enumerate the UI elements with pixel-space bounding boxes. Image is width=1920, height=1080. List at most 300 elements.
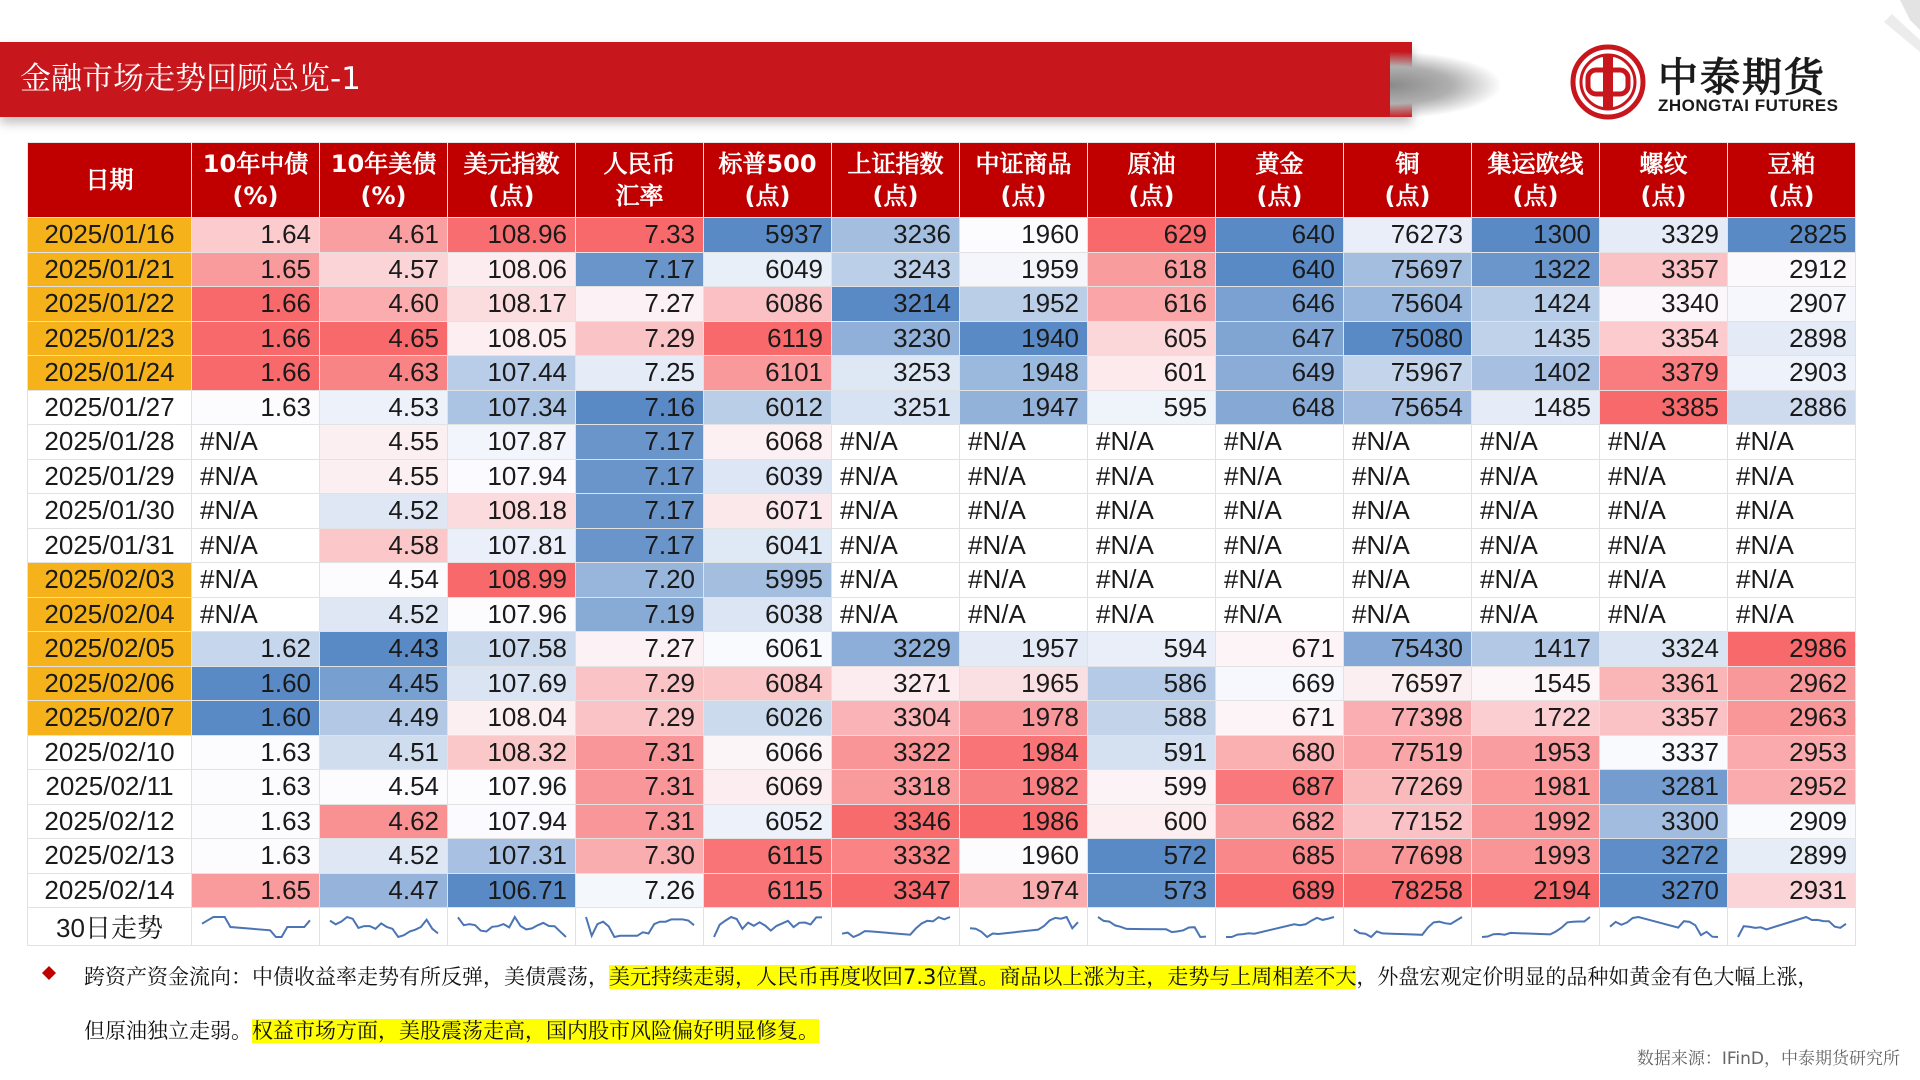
sparkline (198, 913, 314, 941)
value-cell: 108.99 (448, 563, 576, 598)
value-cell: 107.94 (448, 459, 576, 494)
sparkline-path (586, 917, 694, 937)
value-cell: #N/A (1600, 494, 1728, 529)
value-cell: 77698 (1344, 839, 1472, 874)
value-cell: 6039 (704, 459, 832, 494)
value-cell: 6086 (704, 287, 832, 322)
value-cell: 648 (1216, 390, 1344, 425)
value-cell: 4.49 (320, 701, 448, 736)
value-cell: 640 (1216, 218, 1344, 253)
value-cell: 588 (1088, 701, 1216, 736)
column-header-unit: (点) (1768, 182, 1815, 210)
sparkline-path (202, 917, 310, 937)
value-cell: 3243 (832, 252, 960, 287)
value-cell: 107.58 (448, 632, 576, 667)
value-cell: 2898 (1728, 321, 1856, 356)
value-cell: 1424 (1472, 287, 1600, 322)
value-cell: #N/A (1216, 425, 1344, 460)
value-cell: 4.45 (320, 666, 448, 701)
sparkline-path (842, 917, 950, 937)
page-title: 金融市场走势回顾总览-1 (20, 61, 361, 97)
value-cell: 3318 (832, 770, 960, 805)
value-cell: 6026 (704, 701, 832, 736)
value-cell: 1417 (1472, 632, 1600, 667)
value-cell: 6084 (704, 666, 832, 701)
value-cell: 1.63 (192, 770, 320, 805)
value-cell: 77269 (1344, 770, 1472, 805)
value-cell: 671 (1216, 632, 1344, 667)
value-cell: 4.61 (320, 218, 448, 253)
value-cell: 1.60 (192, 666, 320, 701)
value-cell: 7.20 (576, 563, 704, 598)
value-cell: 1974 (960, 873, 1088, 908)
value-cell: 601 (1088, 356, 1216, 391)
value-cell: 6061 (704, 632, 832, 667)
table-row (28, 804, 1856, 839)
sparkline (1350, 913, 1466, 941)
column-header-label: 原油 (1127, 150, 1176, 178)
value-cell: 77152 (1344, 804, 1472, 839)
table-row (28, 252, 1856, 287)
column-header (448, 143, 576, 218)
commentary-line-1 (84, 960, 1818, 994)
value-cell: 3357 (1600, 252, 1728, 287)
table-row (28, 666, 1856, 701)
value-cell: 6012 (704, 390, 832, 425)
value-cell: 1.64 (192, 218, 320, 253)
sparkline-path (1098, 917, 1206, 937)
sparkline-path (970, 917, 1078, 937)
value-cell: #N/A (832, 494, 960, 529)
value-cell: 78258 (1344, 873, 1472, 908)
value-cell: 3251 (832, 390, 960, 425)
value-cell: #N/A (1728, 597, 1856, 632)
value-cell: 671 (1216, 701, 1344, 736)
value-cell: #N/A (1344, 528, 1472, 563)
value-cell: 2952 (1728, 770, 1856, 805)
date-cell: 2025/02/10 (28, 735, 192, 770)
logo-chinese-text: 中泰期货 (1658, 55, 1826, 101)
value-cell: #N/A (1600, 563, 1728, 598)
corner-decoration-icon (1880, 0, 1920, 60)
value-cell: #N/A (960, 597, 1088, 632)
commentary-text: 但原油独立走弱。 (84, 1019, 252, 1043)
table-row (28, 321, 1856, 356)
value-cell: 3272 (1600, 839, 1728, 874)
value-cell: #N/A (832, 425, 960, 460)
value-cell: 106.71 (448, 873, 576, 908)
value-cell: #N/A (832, 563, 960, 598)
value-cell: 595 (1088, 390, 1216, 425)
value-cell: 108.05 (448, 321, 576, 356)
value-cell: #N/A (1216, 494, 1344, 529)
value-cell: 1940 (960, 321, 1088, 356)
value-cell: 3332 (832, 839, 960, 874)
value-cell: 7.30 (576, 839, 704, 874)
table-row (28, 528, 1856, 563)
value-cell: #N/A (1344, 563, 1472, 598)
column-header (28, 143, 192, 218)
column-header-label: 10年中债 (202, 150, 309, 178)
value-cell: 4.55 (320, 459, 448, 494)
value-cell: 4.55 (320, 425, 448, 460)
column-header (576, 143, 704, 218)
value-cell: 7.29 (576, 666, 704, 701)
value-cell: 1947 (960, 390, 1088, 425)
value-cell: 1435 (1472, 321, 1600, 356)
table-row (28, 873, 1856, 908)
column-header-label: 螺纹 (1639, 150, 1688, 178)
column-header-label: 上证指数 (847, 150, 944, 178)
sparkline-cell (448, 908, 576, 946)
value-cell: 4.63 (320, 356, 448, 391)
value-cell: 1992 (1472, 804, 1600, 839)
date-cell: 2025/01/23 (28, 321, 192, 356)
value-cell: 4.53 (320, 390, 448, 425)
value-cell: 6068 (704, 425, 832, 460)
commentary-text: ，外盘宏观定价明显的品种如黄金有色大幅上涨， (1356, 965, 1819, 989)
value-cell: 572 (1088, 839, 1216, 874)
column-header (320, 143, 448, 218)
highlighted-text: 商品以上涨为主，走势与上周相差不大 (999, 965, 1357, 989)
value-cell: 4.52 (320, 597, 448, 632)
value-cell: 3304 (832, 701, 960, 736)
value-cell: #N/A (1472, 528, 1600, 563)
column-header-unit: (点) (1640, 182, 1687, 210)
column-header-label: 日期 (85, 166, 134, 194)
column-header-unit: (点) (1256, 182, 1303, 210)
value-cell: 75430 (1344, 632, 1472, 667)
value-cell: 2194 (1472, 873, 1600, 908)
value-cell: 2953 (1728, 735, 1856, 770)
value-cell: 3300 (1600, 804, 1728, 839)
column-header-unit: (点) (1512, 182, 1559, 210)
value-cell: 3271 (832, 666, 960, 701)
value-cell: 107.96 (448, 770, 576, 805)
value-cell: 6069 (704, 770, 832, 805)
value-cell: 3357 (1600, 701, 1728, 736)
column-header-unit: 汇率 (615, 182, 664, 210)
value-cell: 3346 (832, 804, 960, 839)
value-cell: 7.27 (576, 632, 704, 667)
value-cell: #N/A (1472, 563, 1600, 598)
date-cell: 2025/01/30 (28, 494, 192, 529)
value-cell: 4.52 (320, 494, 448, 529)
column-header-unit: (点) (872, 182, 919, 210)
value-cell: 669 (1216, 666, 1344, 701)
sparkline (1094, 913, 1210, 941)
value-cell: 616 (1088, 287, 1216, 322)
value-cell: 3324 (1600, 632, 1728, 667)
value-cell: 3347 (832, 873, 960, 908)
trend-row (28, 908, 1856, 946)
value-cell: #N/A (1600, 528, 1728, 563)
sparkline (1734, 913, 1850, 941)
table-row (28, 735, 1856, 770)
value-cell: #N/A (1472, 494, 1600, 529)
column-header (192, 143, 320, 218)
value-cell: 1959 (960, 252, 1088, 287)
value-cell: 1.63 (192, 839, 320, 874)
value-cell: 1993 (1472, 839, 1600, 874)
value-cell: #N/A (960, 459, 1088, 494)
column-header-label: 人民币 (603, 150, 676, 178)
table-row (28, 563, 1856, 598)
value-cell: #N/A (192, 563, 320, 598)
logo-english-text: ZHONGTAI FUTURES (1658, 96, 1839, 115)
value-cell: 1.63 (192, 735, 320, 770)
sparkline-path (458, 917, 566, 937)
value-cell: 4.65 (320, 321, 448, 356)
sparkline-path (1226, 917, 1334, 937)
value-cell: 7.16 (576, 390, 704, 425)
date-cell: 2025/02/12 (28, 804, 192, 839)
sparkline-cell (320, 908, 448, 946)
table-row (28, 701, 1856, 736)
value-cell: 76597 (1344, 666, 1472, 701)
date-cell: 2025/02/14 (28, 873, 192, 908)
value-cell: 107.44 (448, 356, 576, 391)
value-cell: #N/A (1216, 597, 1344, 632)
value-cell: 4.62 (320, 804, 448, 839)
value-cell: #N/A (832, 597, 960, 632)
sparkline-cell (1088, 908, 1216, 946)
value-cell: #N/A (1088, 494, 1216, 529)
value-cell: #N/A (1088, 563, 1216, 598)
column-header-unit: (%) (232, 182, 279, 210)
value-cell: 1485 (1472, 390, 1600, 425)
value-cell: 2986 (1728, 632, 1856, 667)
zhongtai-logo-icon (1570, 44, 1646, 120)
value-cell: 7.17 (576, 494, 704, 529)
value-cell: 7.33 (576, 218, 704, 253)
value-cell: #N/A (1344, 425, 1472, 460)
highlighted-text: 权益市场方面，美股震荡走高，国内股市风险偏好明显修复。 (252, 1019, 819, 1043)
value-cell: 7.31 (576, 804, 704, 839)
value-cell: #N/A (960, 494, 1088, 529)
market-overview-table (27, 142, 1856, 946)
highlighted-text: 美元持续走弱，人民币再度收回7.3位置。 (609, 965, 1000, 989)
value-cell: 7.29 (576, 701, 704, 736)
column-header (1088, 143, 1216, 218)
column-header (704, 143, 832, 218)
sparkline-cell (576, 908, 704, 946)
date-cell: 2025/01/21 (28, 252, 192, 287)
value-cell: 1957 (960, 632, 1088, 667)
value-cell: 107.94 (448, 804, 576, 839)
value-cell: #N/A (960, 563, 1088, 598)
value-cell: 4.51 (320, 735, 448, 770)
sparkline-cell (1728, 908, 1856, 946)
value-cell: 1982 (960, 770, 1088, 805)
value-cell: 680 (1216, 735, 1344, 770)
value-cell: 107.34 (448, 390, 576, 425)
value-cell: #N/A (192, 528, 320, 563)
value-cell: 107.87 (448, 425, 576, 460)
value-cell: #N/A (1728, 528, 1856, 563)
value-cell: 6041 (704, 528, 832, 563)
value-cell: 6119 (704, 321, 832, 356)
value-cell: 107.96 (448, 597, 576, 632)
date-cell: 2025/01/29 (28, 459, 192, 494)
value-cell: 1.66 (192, 356, 320, 391)
value-cell: 1.66 (192, 321, 320, 356)
sparkline-cell (1472, 908, 1600, 946)
value-cell: 4.60 (320, 287, 448, 322)
value-cell: 618 (1088, 252, 1216, 287)
value-cell: 649 (1216, 356, 1344, 391)
value-cell: 605 (1088, 321, 1216, 356)
banner-shadow (1390, 52, 1500, 118)
value-cell: 599 (1088, 770, 1216, 805)
value-cell: 5995 (704, 563, 832, 598)
value-cell: 3236 (832, 218, 960, 253)
date-cell: 2025/02/06 (28, 666, 192, 701)
sparkline-cell (1344, 908, 1472, 946)
value-cell: 3379 (1600, 356, 1728, 391)
date-cell: 2025/01/24 (28, 356, 192, 391)
value-cell: 5937 (704, 218, 832, 253)
value-cell: #N/A (1344, 459, 1472, 494)
value-cell: 1960 (960, 839, 1088, 874)
commentary-line-2 (84, 1014, 819, 1048)
value-cell: 1.63 (192, 390, 320, 425)
sparkline-cell (960, 908, 1088, 946)
value-cell: #N/A (1600, 425, 1728, 460)
value-cell: #N/A (960, 528, 1088, 563)
sparkline (582, 913, 698, 941)
value-cell: #N/A (832, 528, 960, 563)
value-cell: 1.62 (192, 632, 320, 667)
sparkline (710, 913, 826, 941)
value-cell: 1981 (1472, 770, 1600, 805)
value-cell: 1986 (960, 804, 1088, 839)
value-cell: #N/A (192, 425, 320, 460)
value-cell: 107.69 (448, 666, 576, 701)
value-cell: #N/A (192, 494, 320, 529)
sparkline-cell (704, 908, 832, 946)
value-cell: 108.04 (448, 701, 576, 736)
sparkline (1222, 913, 1338, 941)
value-cell: 4.57 (320, 252, 448, 287)
column-header-label: 豆粕 (1767, 150, 1816, 178)
value-cell: 1.65 (192, 252, 320, 287)
value-cell: #N/A (1728, 425, 1856, 460)
column-header (1728, 143, 1856, 218)
value-cell: 2899 (1728, 839, 1856, 874)
value-cell: 4.58 (320, 528, 448, 563)
value-cell: 1.66 (192, 287, 320, 322)
column-header-unit: (%) (360, 182, 407, 210)
value-cell: 7.29 (576, 321, 704, 356)
value-cell: 108.18 (448, 494, 576, 529)
value-cell: 2825 (1728, 218, 1856, 253)
date-cell: 2025/01/27 (28, 390, 192, 425)
column-header-unit: (点) (1000, 182, 1047, 210)
value-cell: #N/A (1728, 494, 1856, 529)
value-cell: 1402 (1472, 356, 1600, 391)
value-cell: 3253 (832, 356, 960, 391)
value-cell: 685 (1216, 839, 1344, 874)
value-cell: 2963 (1728, 701, 1856, 736)
value-cell: #N/A (1088, 597, 1216, 632)
value-cell: 108.17 (448, 287, 576, 322)
value-cell: 7.17 (576, 528, 704, 563)
value-cell: #N/A (832, 459, 960, 494)
table-row (28, 632, 1856, 667)
date-cell: 2025/02/05 (28, 632, 192, 667)
value-cell: 2886 (1728, 390, 1856, 425)
column-header-label: 铜 (1395, 150, 1420, 178)
sparkline-path (1354, 917, 1462, 937)
value-cell: 1960 (960, 218, 1088, 253)
value-cell: #N/A (192, 459, 320, 494)
value-cell: #N/A (192, 597, 320, 632)
company-logo (1570, 42, 1900, 122)
value-cell: 687 (1216, 770, 1344, 805)
value-cell: 3230 (832, 321, 960, 356)
table-row (28, 494, 1856, 529)
column-header-unit: (点) (1128, 182, 1175, 210)
value-cell: 573 (1088, 873, 1216, 908)
sparkline-path (1738, 917, 1846, 937)
value-cell: 6115 (704, 839, 832, 874)
value-cell: 4.47 (320, 873, 448, 908)
date-cell: 2025/01/22 (28, 287, 192, 322)
value-cell: 1984 (960, 735, 1088, 770)
column-header (960, 143, 1088, 218)
column-header (1216, 143, 1344, 218)
value-cell: 77519 (1344, 735, 1472, 770)
table-row (28, 390, 1856, 425)
value-cell: 1722 (1472, 701, 1600, 736)
value-cell: 3229 (832, 632, 960, 667)
sparkline-cell (1600, 908, 1728, 946)
trend-label: 30日走势 (28, 908, 192, 946)
value-cell: 75967 (1344, 356, 1472, 391)
value-cell: 3337 (1600, 735, 1728, 770)
commentary-text: 跨资产资金流向：中债收益率走势有所反弹，美债震荡， (84, 965, 609, 989)
value-cell: #N/A (1216, 563, 1344, 598)
table-row (28, 425, 1856, 460)
value-cell: 4.52 (320, 839, 448, 874)
value-cell: 586 (1088, 666, 1216, 701)
value-cell: 1.60 (192, 701, 320, 736)
value-cell: 75697 (1344, 252, 1472, 287)
table-row (28, 597, 1856, 632)
sparkline (966, 913, 1082, 941)
value-cell: 7.27 (576, 287, 704, 322)
value-cell: 7.25 (576, 356, 704, 391)
value-cell: 75654 (1344, 390, 1472, 425)
value-cell: #N/A (1472, 425, 1600, 460)
column-header (1344, 143, 1472, 218)
column-header (832, 143, 960, 218)
value-cell: 629 (1088, 218, 1216, 253)
value-cell: 108.06 (448, 252, 576, 287)
sparkline (326, 913, 442, 941)
date-cell: 2025/01/28 (28, 425, 192, 460)
sparkline (1478, 913, 1594, 941)
value-cell: 3322 (832, 735, 960, 770)
value-cell: 7.17 (576, 459, 704, 494)
value-cell: 1953 (1472, 735, 1600, 770)
sparkline-path (1610, 917, 1718, 937)
value-cell: #N/A (960, 425, 1088, 460)
value-cell: 76273 (1344, 218, 1472, 253)
sparkline-path (1482, 917, 1590, 937)
value-cell: 3281 (1600, 770, 1728, 805)
